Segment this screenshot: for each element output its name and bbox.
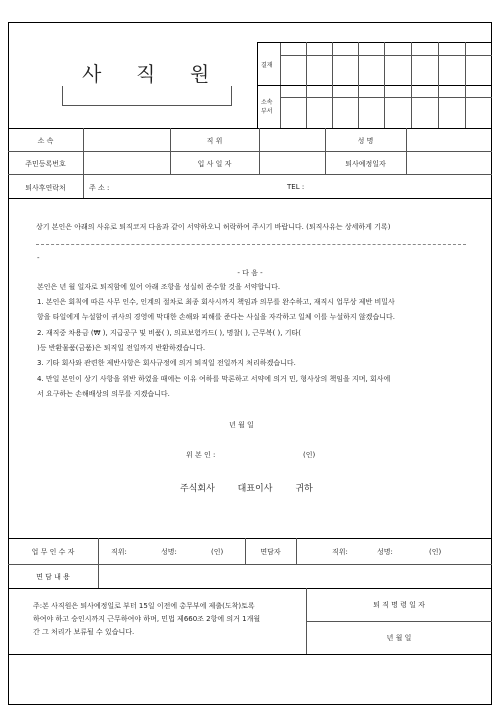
receiver-position-label: 직위: [111, 548, 127, 556]
signer-label: 위 본 인 : [186, 451, 216, 459]
section-header: - 다 음 - [237, 269, 263, 277]
tel-label: TEL : [287, 183, 305, 191]
dash-mark: - [37, 254, 40, 262]
title-char-2: 직 [136, 62, 156, 86]
title-char-3: 원 [190, 62, 210, 86]
resign-order-date-label: 퇴 직 명 령 일 자 [373, 601, 425, 609]
interviewer-position-label: 직위: [332, 548, 348, 556]
resident-number-label: 주민등록번호 [25, 160, 66, 168]
note-block [33, 600, 260, 639]
title-underline-box [62, 86, 232, 106]
contact-label: 퇴사후연락처 [25, 184, 66, 192]
title-char-1: 사 [82, 62, 102, 86]
clause-2b: )등 반환물품(금품)은 퇴직일 전일까지 반환하겠습니다. [37, 344, 206, 352]
approval-label: 결재 [261, 62, 273, 69]
interviewer-label: 면담자 [260, 548, 281, 556]
clause-2a: 2. 재직중 차용금 (₩ ), 지급공구 및 비품( ), 의료보험카드( ), 명찰( ), 근무복( ), 기타( [37, 329, 301, 337]
resign-date-label: 퇴사예정일자 [345, 160, 386, 168]
interviewer-name-label: 성명: [377, 548, 393, 556]
signer-seal: (인) [303, 451, 316, 459]
receiver-label: 업 무 인 수 자 [31, 548, 75, 556]
department-label: 소속 부서 [261, 99, 273, 115]
addressee: 주식회사 대표이사 귀하 [180, 484, 313, 494]
clause-4a: 4. 만일 본인이 상기 사항을 위반 하였을 때에는 이유 여하를 막론하고 서약에 의거 민, 형사상의 책임을 지며, 회사에 [37, 375, 391, 383]
intro-text: 상기 본인은 아래의 사유로 퇴직코저 다음과 같이 서약하오니 허락하여 주시기 바랍니다. (퇴직사유는 상세하게 기록) [36, 223, 391, 231]
note-line-1: 주:본 사직원은 퇴사예정일로 부터 15일 이전에 총무부에 제출(도착)토록 [33, 602, 255, 610]
clause-1a: 1. 본인은 회칙에 따른 사무 인수, 인계의 절차로 최종 회사시까지 책임과 의무를 완수하고, 재직시 업무상 제반 비밀사 [37, 298, 395, 306]
clause-1b: 항을 타일에게 누설함이 귀사의 경영에 막대한 손해와 피해를 준다는 사실을 자각하고 일체 이를 누설하지 않겠습니다. [37, 313, 395, 321]
receiver-seal: (인) [211, 548, 224, 556]
name-label: 성 명 [357, 137, 374, 145]
resign-order-ymd: 년 월 일 [386, 634, 412, 642]
interview-content-label: 면 담 내 용 [36, 573, 70, 581]
clause-intro: 본인은 년 월 일자로 퇴직함에 있어 아래 조항을 성실히 준수할 것을 서약합니다. [37, 283, 281, 291]
date-line: 년 월 일 [229, 421, 254, 429]
address-label: 주 소 : [89, 184, 110, 192]
affiliation-label: 소 속 [37, 137, 54, 145]
join-date-label: 입 사 일 자 [197, 160, 232, 168]
receiver-name-label: 성명: [161, 548, 177, 556]
clause-4b: 서 요구하는 손해배상의 의무를 지겠습니다. [37, 390, 170, 398]
position-label: 직 위 [206, 137, 223, 145]
note-line-3: 간 그 처리가 보류될 수 있습니다. [33, 628, 135, 636]
interviewer-seal: (인) [429, 548, 442, 556]
reason-line [36, 244, 466, 245]
clause-3: 3. 기타 회사와 관련한 제반사항은 회사규정에 의거 퇴직일 전일까지 처리하겠습니다. [37, 359, 296, 367]
note-line-2: 하여야 하고 승인시까지 근무하여야 하며, 민법 제660조 2항에 의거 1개월 [33, 615, 261, 623]
